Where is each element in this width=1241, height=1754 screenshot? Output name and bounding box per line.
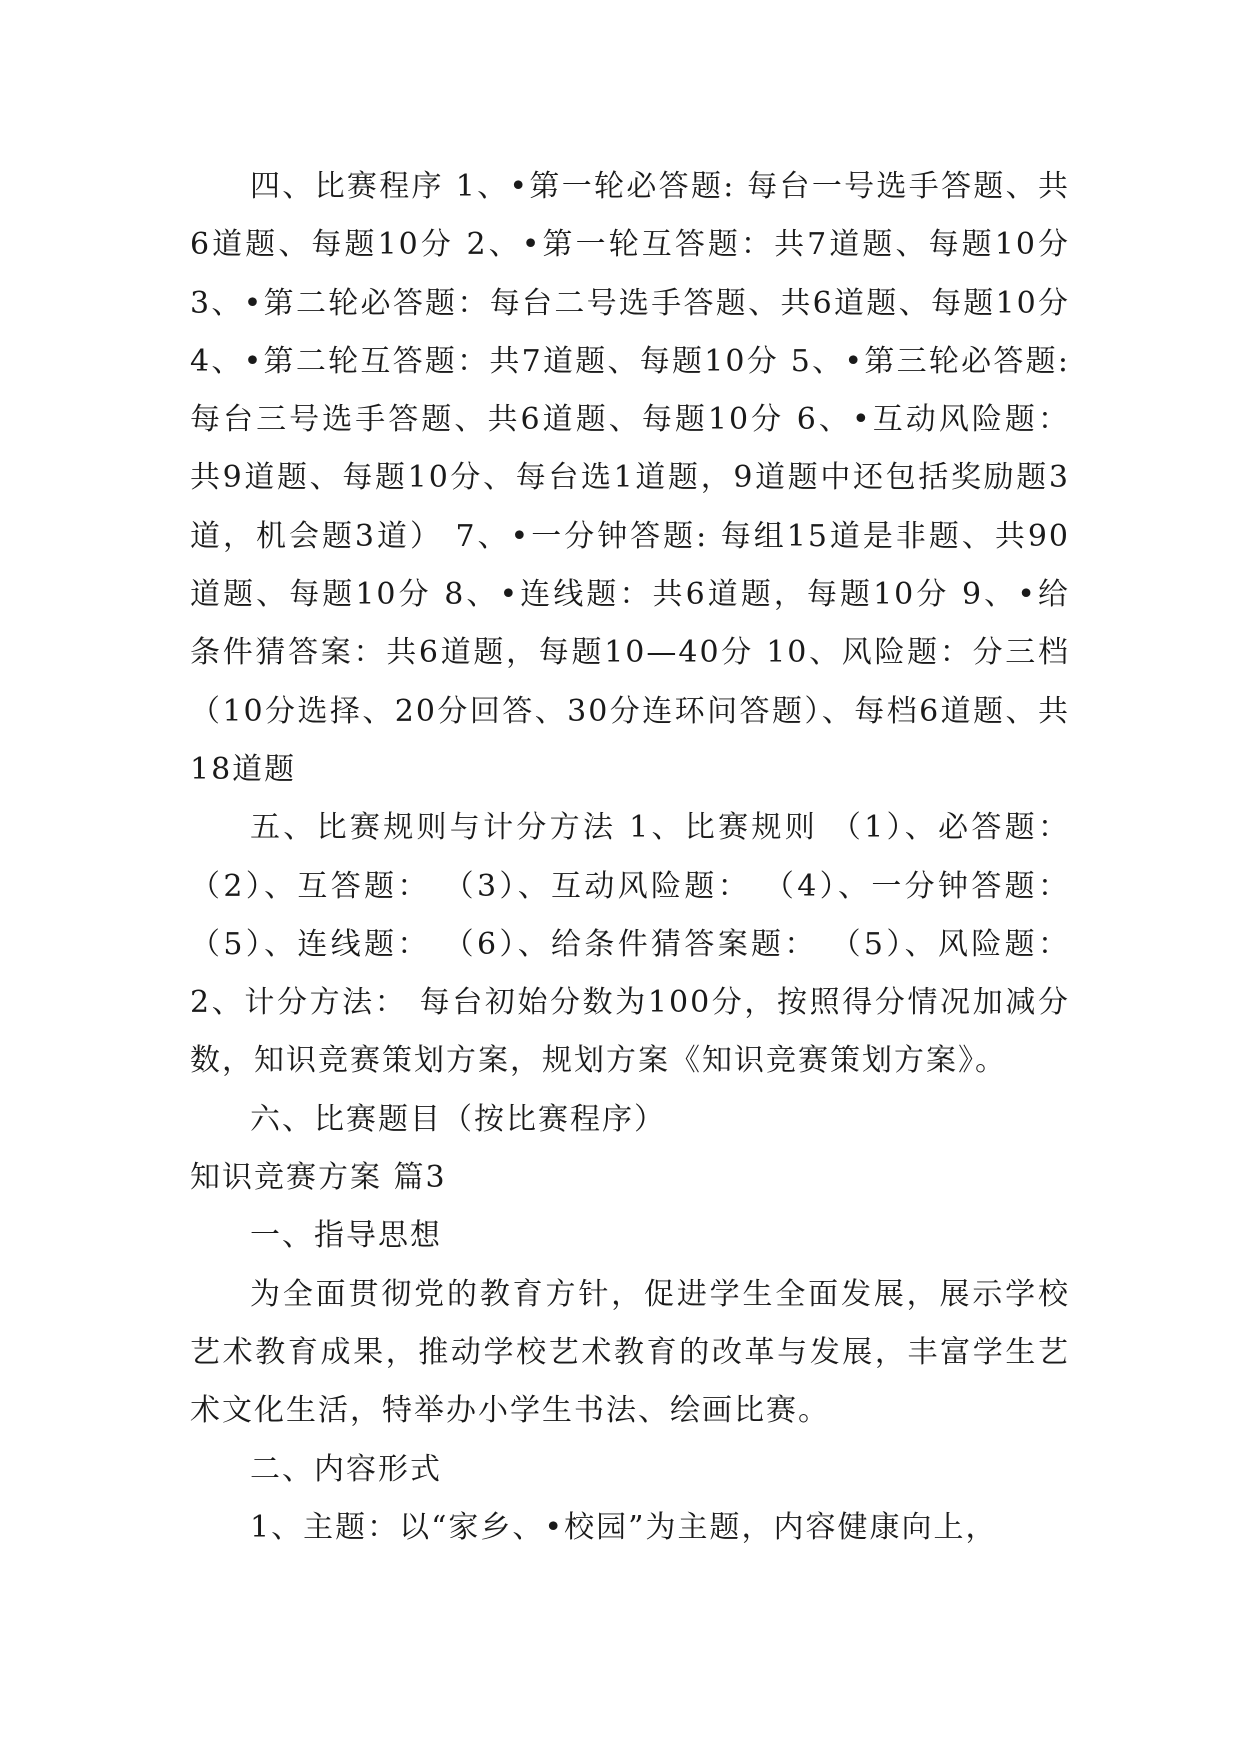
guiding-thought-body: 为全面贯彻党的教育方针，促进学生全面发展，展示学校艺术教育成果，推动学校艺术教育的改革与发展，丰富学生艺术文化生活，特举办小学生书法、绘画比赛。 [190, 1276, 1070, 1429]
document-body [190, 158, 1070, 1557]
guiding-thought-heading: 一、指导思想 [250, 1218, 442, 1254]
section-6-questions-paragraph: 六、比赛题目（按比赛程序） [250, 1101, 666, 1137]
theme-item-paragraph: 1、主题：以“家乡、•校园”为主题，内容健康向上， [250, 1509, 998, 1545]
section-5-rules-paragraph: 五、比赛规则与计分方法 1、比赛规则 （1）、必答题：（2）、互答题： （3）、互动风险题： （4）、一分钟答题：（5）、连线题： （6）、给条件猜答案题： （5）、风险题：2、计分方法： 每台初始分数为100分，按照得分情况加减分数，知识竞赛策划方案，规划方案《知识竞赛策划方案》。 [190, 810, 1070, 1079]
content-form-heading: 二、内容形式 [250, 1451, 442, 1487]
section-title: 知识竞赛方案 篇3 [190, 1160, 447, 1196]
section-4-procedure-paragraph: 四、比赛程序 1、•第一轮必答题: 每台一号选手答题、共6道题、每题10分 2、•第一轮互答题：共7道题、每题10分 3、•第二轮必答题：每台二号选手答题、共6道题、每题10分 4、•第二轮互答题：共7道题、每题10分 5、•第三轮必答题: 每台三号选手答题、共6道题、每题10分 6、•互动风险题：共9道题、每题10分、每台选1道题，9道题中还包括奖励题3道，机会题3道） 7、•一分钟答题: 每组15道是非题、共90道题、每题10分 8、•连线题：共6道题，每题10分 9、•给条件猜答案：共6道题，每题10—40分 10、风险题：分三档（10分选择、20分回答、30分连环问答题）、每档6道题、共18道题 [190, 169, 1070, 787]
